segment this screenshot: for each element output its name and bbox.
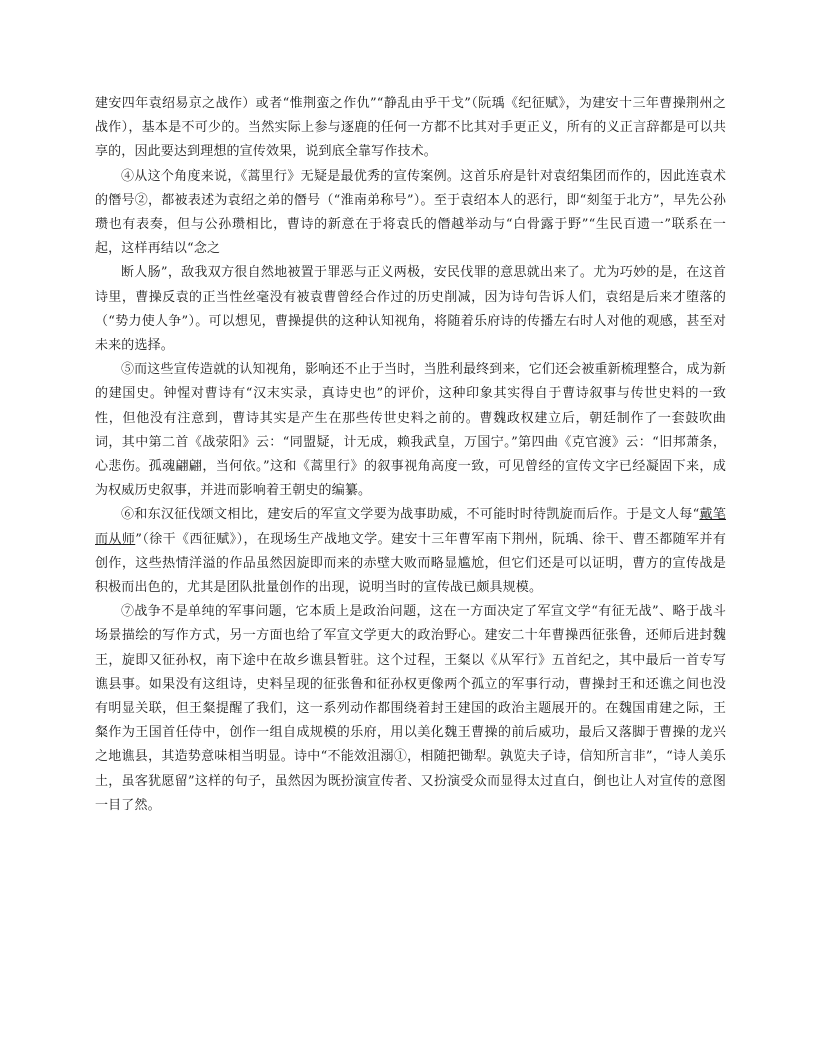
paragraph-6-part-2: ”（徐干《西征赋》），在现场生产战地文学。建安十三年曹军南下荆州，阮瑀、徐干、曹丕都随军并有创作，这些热情洋溢的作品虽然因旋即而来的赤壁大败而略显尴尬，但它们还是可以证明，曹方的宣传战是积极而出色的，尤其是团队批量创作的出现，说明当时的宣传战已颇具规模。 bbox=[95, 531, 726, 596]
paragraph-6 bbox=[95, 503, 726, 600]
paragraph-7: ⑦战争不是单纯的军事问题，它本质上是政治问题，这在一方面决定了军宣文学“有征无战”、略于战斗场景描绘的写作方式，另一方面也给了军宣文学更大的政治野心。建安二十年曹操西征张鲁，还师后进封魏王，旋即又征孙权，南下途中在故乡谯县暂驻。这个过程，王粲以《从军行》五首纪之，其中最后一首专写谯县事。如果没有这组诗，史料呈现的征张鲁和征孙权更像两个孤立的军事行动，曹操封王和还谯之间也没有明显关联，但王粲提醒了我们，这一系列动作都围绕着封王建国的政治主题展开的。在魏国甫建之际，王粲作为王国首任侍中，创作一组自成规模的乐府，用以美化魏王曹操的前后威功，最后又落脚于曹操的龙兴之地谯县，其造势意味相当明显。诗中“不能效沮溺①，相随把锄犁。孰览夫子诗，信知所言非”，“诗人美乐土，虽客犹愿留”这样的句子，虽然因为既扮演宣传者、又扮演受众而显得太过直白，倒也让人对宣传的意图一目了然。 bbox=[95, 604, 726, 813]
paragraph-6-part-1: ⑥和东汉征伐颂文相比，建安后的军宣文学要为战事助威，不可能时时待凯旋而后作。于是文人每“ bbox=[121, 507, 700, 523]
paragraph-5: ⑤而这些宣传造就的认知视角，影响还不止于当时，当胜利最终到来，它们还会被重新梳理整合，成为新的建国史。钟惺对曹诗有“汉末实录，真诗史也”的评价，这种印象其实得自于曹诗叙事与传世史料的一致性，但他没有注意到，曹诗其实是产生在那些传世史料之前的。曹魏政权建立后，朝廷制作了一套鼓吹曲词，其中第二首《战荥阳》云：“同盟疑，计无成，赖我武皇，万国宁。”第四曲《克官渡》云：“旧邦萧条，心悲伤。孤魂翩翩，当何依。”这和《蒿里行》的叙事视角高度一致，可见曾经的宣传文字已经凝固下来，成为权威历史叙事，并进而影响着王朝史的编纂。 bbox=[95, 362, 726, 499]
underlined-quote: 戴笔而从师 bbox=[95, 507, 726, 547]
paragraph-4: ④从这个角度来说，《蒿里行》无疑是最优秀的宣传案例。这首乐府是针对袁绍集团而作的，因此连袁术的僭号②，都被表述为袁绍之弟的僭号（“淮南弟称号”）。至于袁绍本人的恶行，即“刻玺于北方”，早先公孙瓒也有表奏，但与公孙瓒相比，曹诗的新意在于将袁氏的僭越举动与“白骨露于野”“生民百遗一”联系在一起，这样再结以“念之 bbox=[95, 168, 726, 257]
paragraph-4-continued: 断人肠”，敌我双方很自然地被置于罪恶与正义两极，安民伐罪的意思就出来了。尤为巧妙的是，在这首诗里，曹操反袁的正当性丝毫没有被袁曹曾经合作过的历史削减，因为诗句告诉人们，袁绍是后来才堕落的（“势力使人争”）。可以想见，曹操提供的这种认知视角，将随着乐府诗的传播左右时人对他的观感，甚至对未来的选择。 bbox=[95, 265, 726, 354]
article-body bbox=[95, 92, 726, 818]
paragraph-continuation: 建安四年袁绍易京之战作）或者“惟荆蛮之作仇”“静乱由乎干戈”（阮瑀《纪征赋》，为建安十三年曹操荆州之战作），基本是不可少的。当然实际上参与逐鹿的任何一方都不比其对手更正义，所有的义正言辞都是可以共享的，因此要达到理想的宣传效果，说到底全靠写作技术。 bbox=[95, 96, 726, 160]
